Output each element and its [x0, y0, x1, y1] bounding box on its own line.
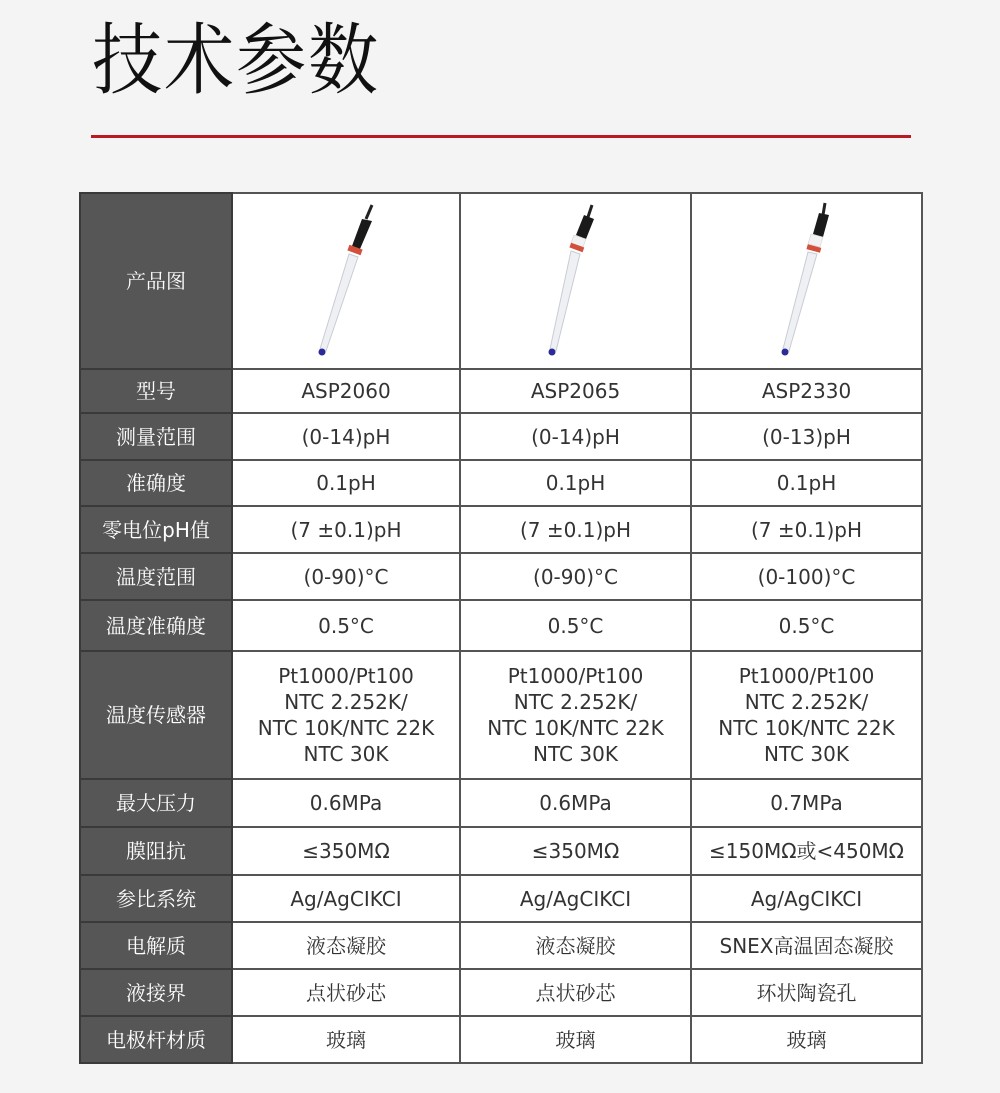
row-label: 温度传感器	[80, 651, 232, 779]
cell: Ag/AgCIKCI	[691, 875, 922, 922]
cell: 玻璃	[460, 1016, 691, 1063]
probe-electrode-icon	[516, 201, 636, 361]
cell: Pt1000/Pt100 NTC 2.252K/ NTC 10K/NTC 22K NTC 30K	[232, 651, 460, 779]
product-image-cell	[691, 193, 922, 369]
row-label: 型号	[80, 369, 232, 413]
table-row	[80, 553, 922, 600]
table-row	[80, 651, 922, 779]
cell: 0.5°C	[460, 600, 691, 651]
row-label: 零电位pH值	[80, 506, 232, 553]
table-row	[80, 1016, 922, 1063]
table-row	[80, 969, 922, 1016]
table-row	[80, 600, 922, 651]
cell: 0.1pH	[460, 460, 691, 506]
table-row	[80, 875, 922, 922]
cell: 0.6MPa	[232, 779, 460, 827]
probe-electrode-icon	[286, 201, 406, 361]
cell: 玻璃	[691, 1016, 922, 1063]
cell: (0-100)°C	[691, 553, 922, 600]
table-row	[80, 460, 922, 506]
cell: 0.6MPa	[460, 779, 691, 827]
cell: (0-14)pH	[232, 413, 460, 460]
cell: SNEX高温固态凝胶	[691, 922, 922, 969]
page-title: 技术参数	[92, 16, 381, 106]
cell: ≤350MΩ	[232, 827, 460, 875]
cell: Pt1000/Pt100 NTC 2.252K/ NTC 10K/NTC 22K NTC 30K	[691, 651, 922, 779]
cell: (7 ±0.1)pH	[460, 506, 691, 553]
row-label: 电解质	[80, 922, 232, 969]
table-row	[80, 506, 922, 553]
row-label: 产品图	[80, 193, 232, 369]
cell: Pt1000/Pt100 NTC 2.252K/ NTC 10K/NTC 22K NTC 30K	[460, 651, 691, 779]
row-label: 液接界	[80, 969, 232, 1016]
row-label: 温度准确度	[80, 600, 232, 651]
cell: Ag/AgCIKCI	[232, 875, 460, 922]
cell: ≤150MΩ或<450MΩ	[691, 827, 922, 875]
cell: (0-90)°C	[460, 553, 691, 600]
cell: 点状砂芯	[232, 969, 460, 1016]
cell: ASP2330	[691, 369, 922, 413]
cell: ASP2060	[232, 369, 460, 413]
spec-table	[79, 192, 923, 1064]
table-row-image	[80, 193, 922, 369]
cell: 点状砂芯	[460, 969, 691, 1016]
cell: ≤350MΩ	[460, 827, 691, 875]
row-label: 准确度	[80, 460, 232, 506]
table-row	[80, 413, 922, 460]
cell: (0-90)°C	[232, 553, 460, 600]
product-image-cell	[232, 193, 460, 369]
cell: 玻璃	[232, 1016, 460, 1063]
cell: (7 ±0.1)pH	[691, 506, 922, 553]
cell: (7 ±0.1)pH	[232, 506, 460, 553]
table-row	[80, 827, 922, 875]
product-image-cell	[460, 193, 691, 369]
row-label: 最大压力	[80, 779, 232, 827]
cell: 0.1pH	[232, 460, 460, 506]
cell: 0.5°C	[691, 600, 922, 651]
cell: Ag/AgCIKCI	[460, 875, 691, 922]
table-row	[80, 922, 922, 969]
probe-electrode-icon	[747, 201, 867, 361]
cell: ASP2065	[460, 369, 691, 413]
row-label: 膜阻抗	[80, 827, 232, 875]
row-label: 参比系统	[80, 875, 232, 922]
cell: 0.1pH	[691, 460, 922, 506]
row-label: 电极杆材质	[80, 1016, 232, 1063]
cell: 0.7MPa	[691, 779, 922, 827]
table-row	[80, 369, 922, 413]
cell: 液态凝胶	[460, 922, 691, 969]
cell: (0-14)pH	[460, 413, 691, 460]
row-label: 温度范围	[80, 553, 232, 600]
cell: 0.5°C	[232, 600, 460, 651]
title-divider	[91, 135, 911, 138]
cell: 液态凝胶	[232, 922, 460, 969]
table-row	[80, 779, 922, 827]
cell: 环状陶瓷孔	[691, 969, 922, 1016]
row-label: 测量范围	[80, 413, 232, 460]
cell: (0-13)pH	[691, 413, 922, 460]
